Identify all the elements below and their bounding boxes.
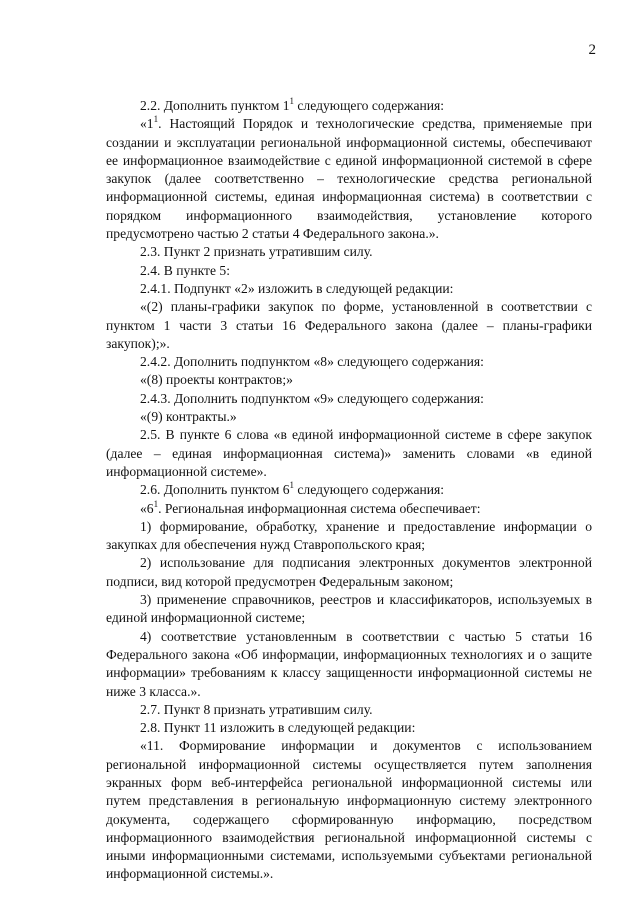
paragraph-text: 3) применение справочников, реестров и классификаторов, используемых в единой информационной системе; — [106, 592, 592, 626]
page-number: 2 — [588, 42, 596, 58]
paragraph-text: 2.2. Дополнить пунктом 1 — [140, 98, 290, 113]
paragraph — [106, 298, 592, 353]
paragraph-text-continued: следующего содержания: — [294, 98, 445, 113]
paragraph-text-continued: . Региональная информационная система обеспечивает: — [158, 500, 481, 516]
paragraph — [106, 481, 592, 499]
paragraph-text: 2.4.3. Дополнить подпунктом «9» следующего содержания: — [140, 390, 484, 406]
paragraph — [106, 243, 592, 261]
paragraph-text: 2.6. Дополнить пунктом 6 — [140, 482, 290, 498]
paragraph-text-continued: следующего содержания: — [294, 482, 445, 498]
paragraph — [106, 628, 592, 701]
paragraph-text: 2.3. Пункт 2 признать утратившим силу. — [140, 244, 373, 260]
paragraph-text: «11. Формирование информации и документов с использованием региональной информационной системы осуществляется путем заполнения экранных форм веб-интерфейса региональной информационной системы или путем представления в региональную информационную систему электронного документа, содержащего сформированную информацию, посредством информационного взаимодействия региональной информационной системы с иными информационными системами, используемыми субъектами региональной информационной системы.». — [106, 738, 592, 882]
paragraph-text: 2.4.1. Подпункт «2» изложить в следующей редакции: — [140, 280, 454, 296]
paragraph — [106, 390, 592, 408]
paragraph — [106, 408, 592, 426]
paragraph — [106, 554, 592, 591]
paragraph-text: 2.4. В пункте 5: — [140, 262, 230, 278]
paragraph-text: 2.4.2. Дополнить подпунктом «8» следующего содержания: — [140, 354, 484, 370]
paragraph-text: 2.7. Пункт 8 признать утратившим силу. — [140, 701, 373, 717]
paragraph-text: 2.5. В пункте 6 слова «в единой информационной системе в сфере закупок (далее – единая информационная система)» заменить словами «в единой информационной системе». — [106, 427, 592, 479]
paragraph — [106, 719, 592, 737]
paragraph — [106, 371, 592, 389]
paragraph — [106, 262, 592, 280]
paragraph-text: 2.8. Пункт 11 изложить в следующей редакции: — [140, 720, 416, 736]
paragraph-text: «1 — [140, 116, 154, 132]
paragraph-text: «6 — [140, 500, 154, 516]
paragraph — [106, 701, 592, 719]
superscript-index: 1 — [153, 498, 159, 509]
paragraph-text: 2) использование для подписания электронных документов электронной подписи, вид которой предусмотрен Федеральным законом; — [106, 555, 592, 589]
paragraph — [106, 737, 592, 883]
paragraph-text: 4) соответствие установленным в соответствии с частью 5 статьи 16 Федерального закона «Об информации, информационных технологиях и о защите информации» требованиям к классу защищенности информационной системы не ниже 3 класса.». — [106, 628, 592, 699]
paragraph — [106, 591, 592, 628]
paragraph — [106, 500, 592, 518]
paragraph — [106, 426, 592, 481]
paragraph-text: «(9) контракты.» — [140, 409, 237, 425]
superscript-index: 1 — [289, 480, 294, 491]
paragraph — [106, 280, 592, 298]
paragraph-text: 1) формирование, обработку, хранение и предоставление информации о закупках для обеспечения нужд Ставропольского края; — [106, 518, 592, 553]
paragraph-text: «(2) планы-графики закупок по форме, установленной в соответствии с пунктом 1 части 3 статьи 16 Федерального закона (далее – планы-графики закупок);». — [106, 299, 592, 351]
superscript-index: 1 — [289, 96, 294, 106]
paragraph — [106, 97, 592, 115]
document-body — [106, 97, 592, 884]
paragraph-text: «(8) проекты контрактов;» — [140, 372, 293, 388]
superscript-index: 1 — [153, 114, 159, 125]
paragraph — [106, 353, 592, 371]
paragraph — [106, 115, 592, 243]
paragraph — [106, 518, 592, 555]
paragraph-text-continued: . Настоящий Порядок и технологические средства, применяемые при создании и эксплуатации региональной информационной системы, обеспечивают ее информационное взаимодействие с единой информационной системой в сфере закупок (далее соответственно – технологические средства региональной информационной системы, единая информационная система) в соответствии с порядком информационного взаимодействия, установление которого предусмотрено частью 2 статьи 4 Федерального закона.». — [106, 116, 592, 242]
